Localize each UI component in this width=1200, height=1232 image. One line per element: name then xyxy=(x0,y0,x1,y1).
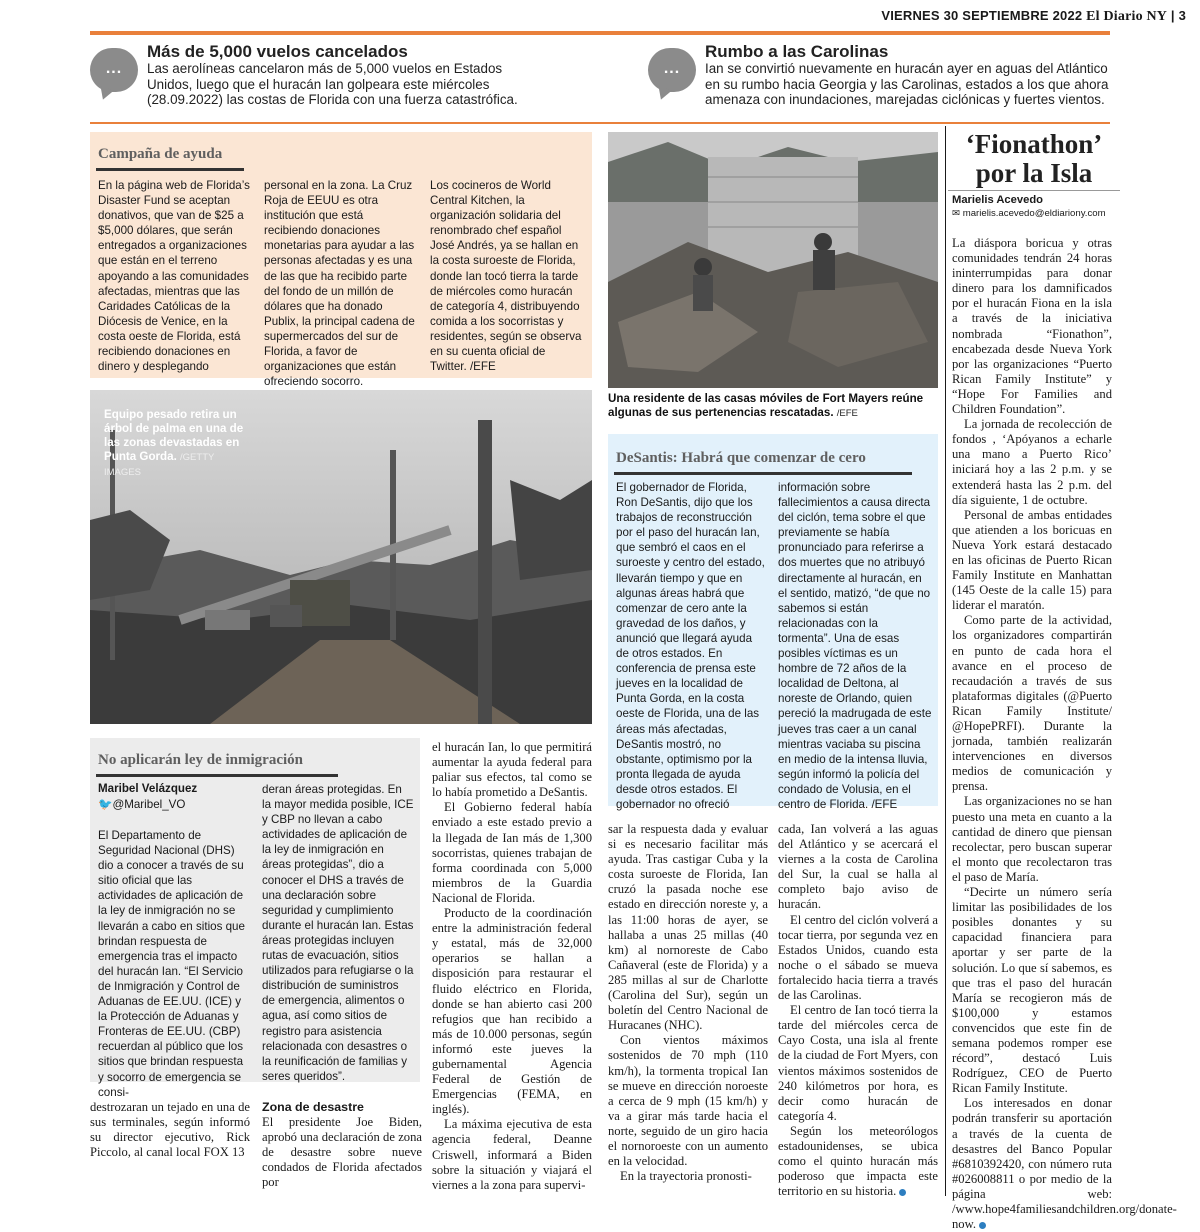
masthead-separator: | xyxy=(1170,8,1175,23)
box-title-underline xyxy=(96,774,338,777)
box-title: Campaña de ayuda xyxy=(98,146,223,162)
article-continuation xyxy=(90,1100,250,1160)
fionathon-rule xyxy=(948,190,1120,191)
caption-text: Equipo pesado retira un árbol de palma en una de las zonas devastadas en Punta Gorda. xyxy=(104,408,244,463)
zona-desastre-section xyxy=(262,1100,422,1190)
paragraph: Según los meteorólogos estadounidenses, se ubica como el quinto huracán más poderoso que impacta este territorio en su historia. xyxy=(778,1123,938,1199)
campana-col-2: personal en la zona. La Cruz Roja de EEUU es otra institución que está recibiendo donaciones monetarias para ayudar a las personas afectadas y es una de las que ha recibido parte del fondo de un millón de dólares que ha donado Publix, la principal cadena de supermercados del sur de Florida, a favor de organizaciones que están ofreciendo socorro. xyxy=(264,179,415,389)
teaser-carolinas xyxy=(648,40,1113,110)
paragraph: Personal de ambas entidades que atienden a los boricuas en Nueva York estará destacado en las oficinas de Puerto Rican Family Institute en Manhattan (145 Oeste de la calle 15) para liderar el maratón. xyxy=(952,507,1112,613)
masthead xyxy=(0,8,1200,30)
box-title: No aplicarán ley de inmigración xyxy=(98,752,303,768)
photo-fort-myers xyxy=(608,132,938,388)
photo-credit: /EFE xyxy=(836,408,858,419)
paragraph: La diáspora boricua y otras comunidades tendrán 24 horas ininterrumpidas para donar dinero para los damnificados por el huracán Fiona en la isla a través de la iniciativa nombrada “Fionathon”, encabezada desde Nueva York por las organizaciones “Puerto Rican Family Institute” y “Hope For Families and Children Foundation”. xyxy=(952,236,1112,417)
photo-fort-myers-image xyxy=(608,132,938,388)
article-col-a xyxy=(432,740,592,1193)
box-title-underline xyxy=(614,472,912,475)
fionathon-title: ‘Fionathon’ por la Isla xyxy=(965,129,1103,188)
paragraph: En la trayectoria pronosti- xyxy=(620,1169,752,1184)
photo-credit: /GETTY IMAGES xyxy=(104,452,215,478)
paragraph: El centro del ciclón volverá a tocar tierra, por segunda vez en Estados Unidos, cuando esta noche o el sábado se mueva fortalecido hacia tierra a través de las Carolinas. xyxy=(778,912,938,1003)
box-title-underline xyxy=(96,168,244,171)
ley-col-1: El Departamento de Seguridad Nacional (DHS) dio a conocer a través de su sitio oficial que las actividades de aplicación de la ley de inmigración no se llevarán a cabo en sitios que brindan respuesta de emergencia tras el impacto del huracán Ian. “El Servicio de Inmigración y Control de Aduanas de EE.UU. (ICE) y la Protección de Aduanas y Fronteras de EE.UU. (CBP) recuerdan al público que los sitios que brindan respuesta y socorro de emergencia se consi- xyxy=(98,829,245,1099)
column-divider xyxy=(945,126,946,1196)
caption-text: Una residente de las casas móviles de Fort Mayers reúne algunas de sus pertenencias rescatadas. xyxy=(608,392,924,419)
sidebar-desantis xyxy=(608,434,938,811)
sidebar-ley-inmigracion xyxy=(90,738,420,1099)
bird-icon: 🐦 xyxy=(98,798,113,811)
paragraph: sar la respuesta dada y evaluar si es necesario facilitar más ayuda. Tras castigar Cuba y la costa suroeste de Florida, Ian cruzó la pasada noche ese estado en dirección noreste y, a las 11:00 horas de ayer, se hallaba a unas 25 millas (40 km) al nornoreste de Cabo Cañaveral (este de Florida) y a 285 millas al sur de Charlotte (Carolina del Sur), según un boletín del Centro Nacional de Huracanes (NHC). xyxy=(608,822,768,1033)
teaser-title: Más de 5,000 vuelos cancelados xyxy=(147,42,408,61)
teaser-body: Las aerolíneas cancelaron más de 5,000 vuelos en Estados Unidos, luego que el huracán Ian golpeara este miércoles (28.09.2022) las costas de Florida con una fuerza catastrófica. xyxy=(147,61,518,107)
campana-col-3: Los cocineros de World Central Kitchen, la organización solidaria del renombrado chef español José Andrés, ya se hallan en la costa suroeste de Florida, donde Ian tocó tierra la tarde de miércoles como huracán de categoría 4, distribuyendo comida a los socorristas y residentes, según se observa en su cuenta oficial de Twitter. /EFE xyxy=(430,179,582,374)
photo-caption xyxy=(608,392,940,421)
end-mark-icon xyxy=(979,1222,986,1229)
paragraph: El presidente Joe Biden, aprobó una declaración de zona de desastre sobre nueve condados de Florida afectados por xyxy=(262,1115,422,1190)
photo-caption-overlay xyxy=(104,408,250,480)
issue-date: VIERNES 30 SEPTIEMBRE 2022 xyxy=(881,8,1083,23)
top-orange-rule xyxy=(90,31,1110,35)
fionathon-email[interactable]: marielis.acevedo@eldiariony.com xyxy=(962,208,1106,219)
paragraph: Los interesados en donar podrán transferir su aportación a través de la cuenta de desastres del Banco Popular #6810392420, con número ruta #026008811 o por medio de la página web: /www.hope4familiesandchildren.org/donate-now. xyxy=(952,1096,1177,1232)
speech-bubble-icon: ... xyxy=(90,48,138,92)
paragraph: Las organizaciones no se han puesto una meta en cuanto a la cantidad de dinero que piensan recolectar, pero buscan superar el monto que recolectaron tras el paso de María. xyxy=(952,794,1112,884)
teaser-body: Ian se convirtió nuevamente en huracán ayer en aguas del Atlántico en su rumbo hacia Georgia y las Carolinas, estados a los que ahora amenaza con inundaciones, marejadas ciclónicas y fuertes vientos. xyxy=(705,61,1109,107)
subhead: Zona de desastre xyxy=(262,1100,364,1114)
desantis-col-2: información sobre fallecimientos a causa directa del ciclón, tema sobre el que previamente se había pronunciado para referirse a dos muertes que no atribuyó directamente al huracán, en el sentido, matizó, “de que no sabemos si están relacionadas con la tormenta”. Una de esas posibles víctimas es un hombre de 72 años de la localidad de Deltona, al noreste de Orlando, quien pereció la madrugada de este jueves tras caer a un canal mientras vaciaba su piscina en medio de la intensa lluvia, según informó la policía del condado de Volusia, en el centro de Florida. /EFE xyxy=(778,481,932,811)
byline-twitter[interactable] xyxy=(98,797,185,811)
paragraph: El Gobierno federal había enviado a este estado previo a la llegada de Ian más de 1,300 socorristas, quienes trabajan de forma coordinada con 5,000 miembros de la Guardia Nacional de Florida. xyxy=(432,800,592,905)
ley-col-2: deran áreas protegidas. En la mayor medida posible, ICE y CBP no llevan a cabo actividades de aplicación de la ley de inmigración en áreas protegidas”, dio a conocer el DHS a través de una declaración sobre seguridad y cumplimiento durante el huracán Ian. Estas áreas protegidas incluyen rutas de evacuación, sitios utilizados para refugiarse o la distribución de suministros de emergencia, alimentos o agua, así como sitios de registro para asistencia relacionada con desastres o la reunificación de familias y seres queridos”. xyxy=(262,783,414,1083)
box-title: DeSantis: Habrá que comenzar de cero xyxy=(616,450,866,466)
paragraph: destrozaran un tejado en una de sus terminales, según informó su director ejecutivo, Rick Piccolo, al canal local FOX 13 xyxy=(90,1100,250,1160)
paragraph: cada, Ian volverá a las aguas del Atlántico y se acercará el viernes a la costa de Carolina del Sur, la cual se halla al completo bajo aviso de huracán. xyxy=(778,822,938,912)
byline-author: Maribel Velázquez xyxy=(98,782,198,795)
paragraph: El centro de Ian tocó tierra la tarde del miércoles cerca de Cayo Costa, una isla al frente de la ciudad de Fort Myers, con vientos máximos sostenidos de 240 kilómetros por hora, es decir como huracán de categoría 4. xyxy=(778,1003,938,1123)
masthead-line xyxy=(881,8,1186,25)
email-icon: ✉ xyxy=(952,208,961,219)
teaser-flights xyxy=(90,40,530,110)
paragraph: Como parte de la actividad, los organizadores compartirán en punto de cada hora el avance en el proceso de recaudación a través de sus plataformas digitales (@Puerto Rican Family Institute/ @HopePRFI). Durante la jornada, también realizarán intervenciones en diversos medios de comunicación y prensa. xyxy=(952,613,1112,794)
paragraph: “Decirte un número sería limitar las posibilidades de los posibles donantes y su capacidad financiera para aportar y ser parte de la solución. Lo que sí sabemos, es que tras el paso del huracán María se recogieron más de $100,000 y estamos convencidos que este fin de semana podemos romper ese récord”, destacó Luis Rodríguez, CEO de Puerto Rican Family Institute. xyxy=(952,885,1112,1096)
desantis-col-1: El gobernador de Florida, Ron DeSantis, dijo que los trabajos de reconstrucción por el paso del huracán Ian, que sembró el caos en el suroeste y centro del estado, llevarán tiempo y que en algunas áreas habrá que comenzar de cero ante la gravedad de los daños, y anunció que llegará ayuda de otros estados. En conferencia de prensa este jueves en la localidad de Punta Gorda, en la costa oeste de Florida, una de las áreas más afectadas, DeSantis mostró, no obstante, optimismo por la pronta llegada de ayuda desde otros estados. El gobernador no ofreció xyxy=(616,481,765,811)
paragraph: Producto de la coordinación entre la administración federal y estatal, más de 32,000 operarios se hallan a disposición para restaurar el fluido eléctrico en Florida, donde se han abierto casi 200 refugios que han recibido a más de 10.000 personas, según informó este jueves la gubernamental Agencia Federal de Gestión de Emergencias (FEMA, en inglés). xyxy=(432,906,592,1117)
fionathon-author: Marielis Acevedo xyxy=(952,194,1043,206)
sidebar-campana-ayuda xyxy=(90,132,592,389)
twitter-handle[interactable]: @Maribel_VO xyxy=(112,798,186,811)
fionathon-header xyxy=(948,130,1120,188)
article-col-c xyxy=(778,822,938,1199)
paragraph: La máxima ejecutiva de esta agencia federal, Deanne Criswell, informará a Biden sobre la situación y viajará el viernes a la zona para supervi- xyxy=(432,1117,592,1192)
teaser-title: Rumbo a las Carolinas xyxy=(705,42,889,61)
end-mark-icon xyxy=(899,1189,906,1196)
secondary-orange-rule xyxy=(90,122,1110,124)
page-number: 3 xyxy=(1178,8,1186,23)
campana-col-1: En la página web de Florida’s Disaster Fund se aceptan donativos, que van de $25 a $5,000 dólares, que serán entregados a organizaciones que están en el terreno apoyando a las comunidades afectadas, mientras que las Caridades Católicas de la Diócesis de Venice, en la costa oeste de Florida, está recibiendo donaciones en dinero y desplegando xyxy=(98,179,250,374)
article-col-b xyxy=(608,822,768,1184)
speech-bubble-icon: ... xyxy=(648,48,696,92)
publication-name: El Diario NY xyxy=(1086,9,1168,24)
paragraph: La jornada de recolección de fondos , ‘Apóyanos a echarle una mano a Puerto Rico’ iniciará hoy a las 2 p.m. y se extenderá hasta las 2 p.m. del día siguiente, 1 de octubre. xyxy=(952,417,1112,507)
paragraph: el huracán Ian, lo que permitirá aumentar la ayuda federal para paliar sus efectos, tal como se lo había prometido a DeSantis. xyxy=(432,740,592,800)
paragraph: Con vientos máximos sostenidos de 70 mph (110 km/h), la tormenta tropical Ian se mueve en dirección noroeste a cerca de 9 mph (15 km/h) y va a girar más tarde hacia el norte, seguido de un giro hacia el nornoroeste con un aumento en la velocidad. xyxy=(608,1033,768,1169)
photo-punta-gorda xyxy=(90,390,592,724)
fionathon-body xyxy=(952,236,1177,1232)
fionathon-email-line[interactable] xyxy=(952,208,1106,219)
